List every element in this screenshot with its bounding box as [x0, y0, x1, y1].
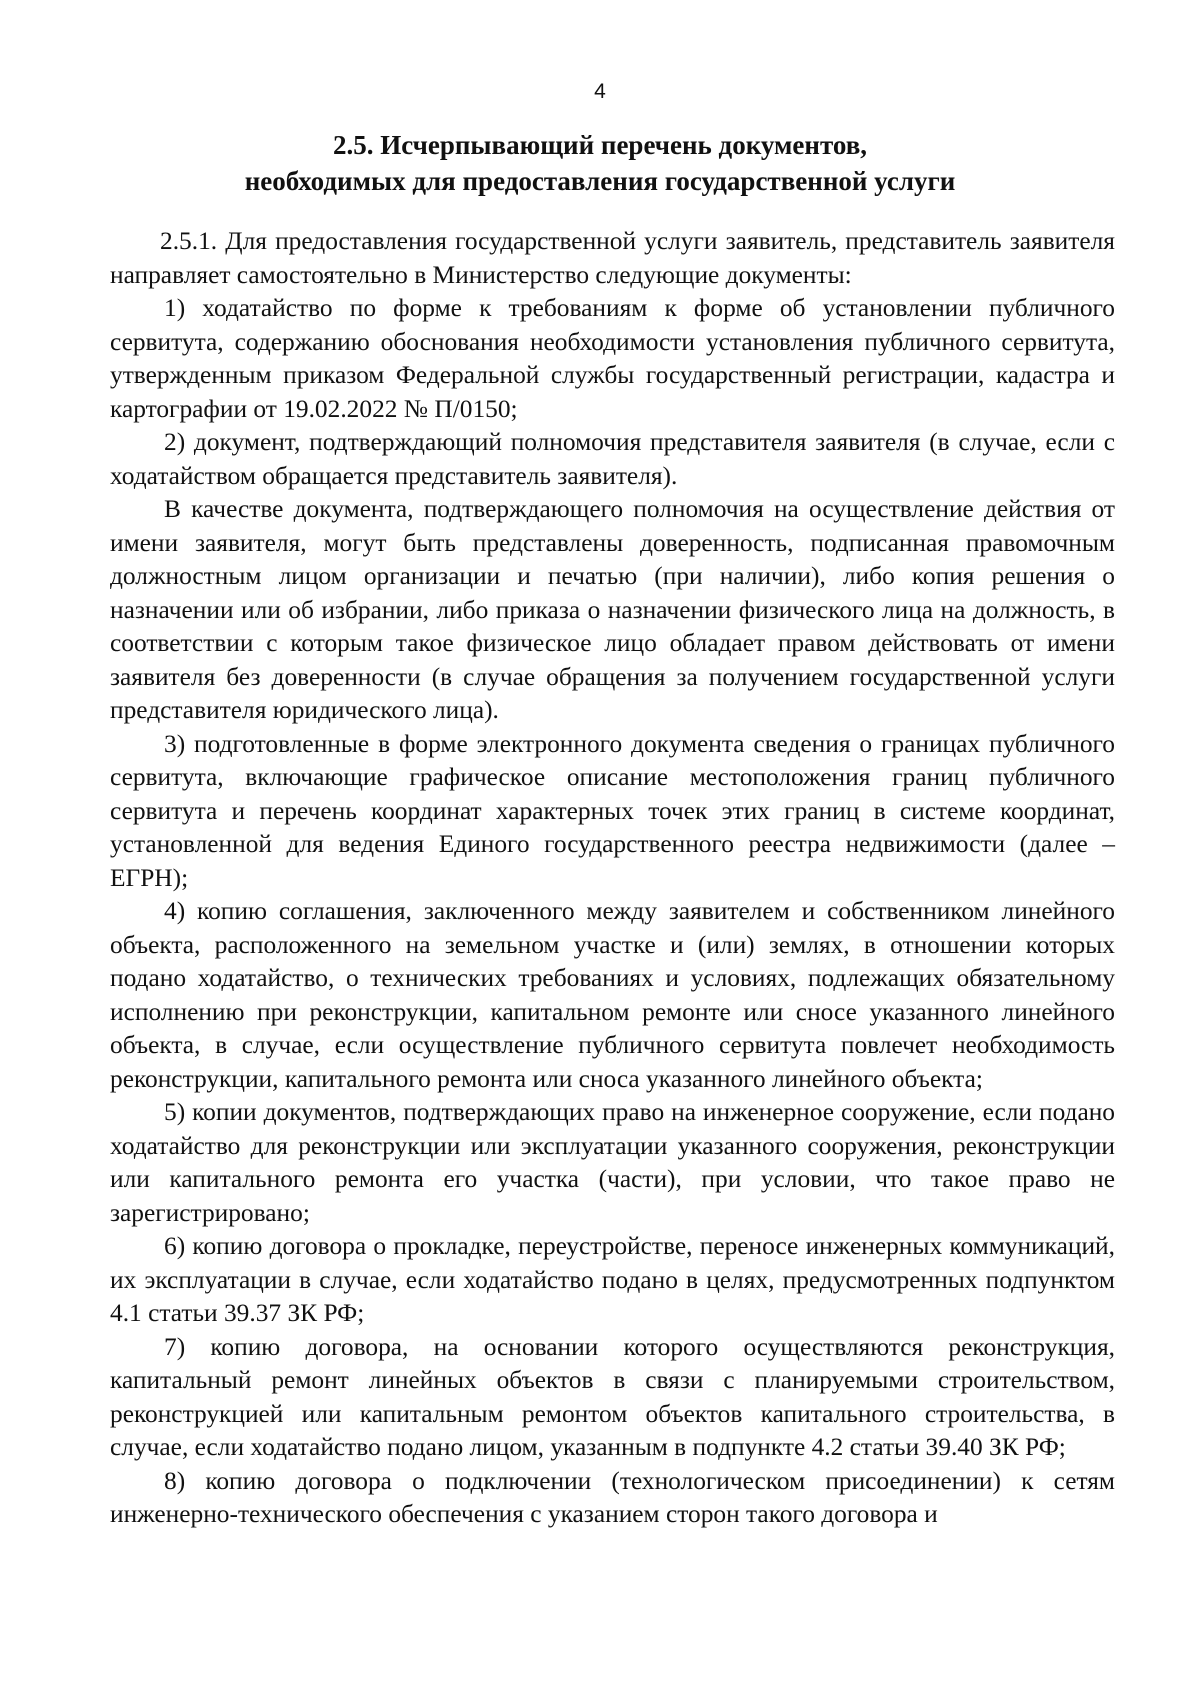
list-item-5: 5) копии документов, подтверждающих право на инженерное сооружение, если подано ходатайство для реконструкции или эксплуатации указанного сооружения, реконструкции или капитального ремонта его участка (части), при условии, что такое право не зарегистрировано; [110, 1098, 1115, 1227]
paragraph-authority-note: В качестве документа, подтверждающего полномочия на осуществление действия от имени заявителя, могут быть представлены доверенность, подписанная правомочным должностным лицом организации и печатью (при наличии), либо копия решения о назначении или об избрании, либо приказа о назначении физического лица на должность, в соответствии с которым такое физическое лицо обладает правом действовать от имени заявителя без доверенности (в случае обращения за получением государственной услуги представителя юридического лица). [110, 495, 1115, 724]
list-item-7: 7) копию договора, на основании которого осуществляются реконструкция, капитальный ремонт линейных объектов в связи с планируемыми строительством, реконструкцией или капитальным ремонтом объектов капитального строительства, в случае, если ходатайство подано лицом, указанным в подпункте 4.2 статьи 39.40 ЗК РФ; [110, 1332, 1115, 1461]
list-item-2: 2) документ, подтверждающий полномочия представителя заявителя (в случае, если с ходатайством обращается представитель заявителя). [110, 428, 1115, 490]
list-item-3: 3) подготовленные в форме электронного документа сведения о границах публичного сервитута, включающие графическое описание местоположения границ публичного сервитута и перечень координат характерных точек этих границ в системе координат, установленной для ведения Единого государственного реестра недвижимости (далее – ЕГРН); [110, 729, 1115, 892]
heading-line-2: необходимых для предоставления государственной услуги [244, 166, 956, 196]
section-heading [100, 127, 1100, 199]
heading-line-1: 2.5. Исчерпывающий перечень документов, [332, 130, 868, 160]
paragraph-2-5-1: 2.5.1. Для предоставления государственной услуги заявитель, представитель заявителя направляет самостоятельно в Министерство следующие документы: [110, 227, 1115, 289]
list-item-1: 1) ходатайство по форме к требованиям к форме об установлении публичного сервитута, содержанию обоснования необходимости установления публичного сервитута, утвержденным приказом Федеральной службы государственный регистрации, кадастра и картографии от 19.02.2022 № П/0150; [110, 294, 1115, 423]
list-item-8: 8) копию договора о подключении (технологическом присоединении) к сетям инженерно-технического обеспечения с указанием сторон такого договора и [110, 1466, 1115, 1528]
list-item-6: 6) копию договора о прокладке, переустройстве, переносе инженерных коммуникаций, их эксплуатации в случае, если ходатайство подано в целях, предусмотренных подпунктом 4.1 статьи 39.37 ЗК РФ; [110, 1232, 1115, 1327]
list-item-4: 4) копию соглашения, заключенного между заявителем и собственником линейного объекта, расположенного на земельном участке и (или) землях, в отношении которых подано ходатайство, о технических требованиях и условиях, подлежащих обязательному исполнению при реконструкции, капитальном ремонте или сносе указанного линейного объекта, в случае, если осуществление публичного сервитута повлечет необходимость реконструкции, капитального ремонта или сноса указанного линейного объекта; [110, 897, 1115, 1093]
document-body [110, 225, 1115, 1532]
page-number: 4 [594, 80, 606, 103]
